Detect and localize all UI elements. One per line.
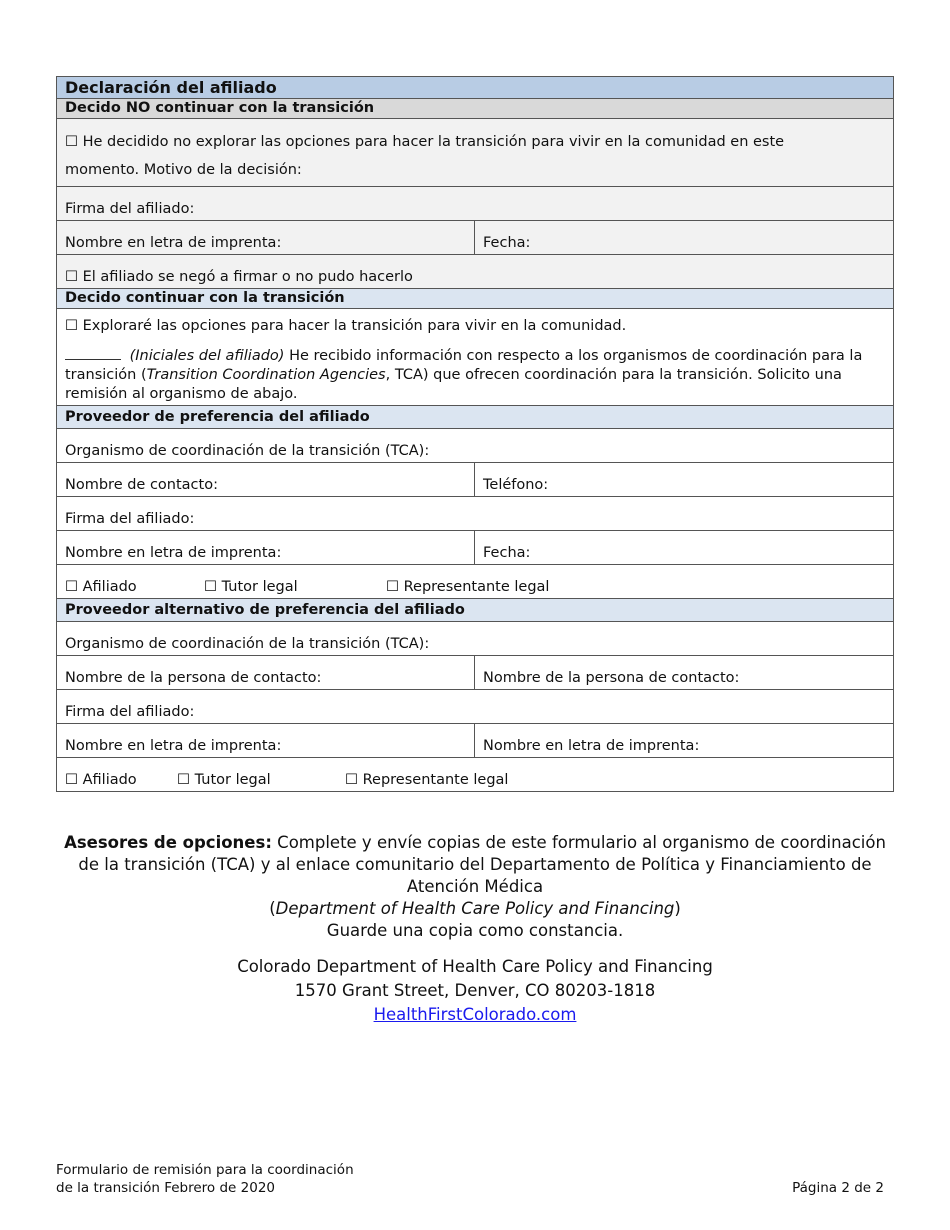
member-signature-field-3[interactable] [57,689,893,723]
contact-phone-row [57,462,893,496]
role-guardian-option[interactable] [177,758,345,802]
print-name-date-row-1 [57,220,893,254]
page-number: Página 2 de 2 [792,1180,884,1196]
role-guardian-label: Tutor legal [194,772,271,788]
explore-options-checkbox[interactable]: ☐ [65,318,78,334]
signer-role-row-2 [57,757,893,791]
print-name-field-1[interactable] [57,221,475,254]
phone-label: Teléfono: [483,477,549,493]
role-guardian-label: Tutor legal [221,579,298,595]
decline-explore-label-line2: momento. Motivo de la decisión: [65,162,302,178]
initials-label: (Iniciales del afiliado) [129,348,285,364]
role-member-checkbox[interactable]: ☐ [65,772,78,788]
contact-name-label: Nombre de contacto: [65,477,218,493]
footer-line2: de la transición Febrero de 2020 [56,1180,276,1196]
member-declaration-form [56,76,894,792]
tca-field-1[interactable] [57,428,893,462]
alt-print-name-field-right[interactable] [475,724,893,757]
info-text-italic: Transition Coordination Agencies [146,367,386,383]
role-rep-checkbox[interactable]: ☐ [386,579,399,595]
role-rep-option[interactable] [345,758,508,802]
advisor-lead: Asesores de opciones: [64,833,272,852]
paren-open: ( [269,899,276,918]
alt-contact-name-label: Nombre de la persona de contacto: [483,670,740,686]
date-label: Fecha: [483,235,531,251]
explore-options-label: Exploraré las opciones para hacer la transición para vivir en la comunidad. [82,318,627,334]
refused-sign-label: El afiliado se negó a firmar o no pudo hacerlo [82,269,413,285]
role-member-option[interactable] [65,758,177,802]
role-member-label: Afiliado [82,772,137,788]
tca-label: Organismo de coordinación de la transición (TCA): [65,636,430,652]
role-rep-label: Representante legal [403,579,550,595]
role-rep-checkbox[interactable]: ☐ [345,772,358,788]
alt-print-name-field-left[interactable] [57,724,475,757]
print-name-date-row-2 [57,530,893,564]
keep-copy-note: Guarde una copia como constancia. [326,921,624,940]
alt-contact-name-field-right[interactable] [475,656,893,689]
member-signature-field-1[interactable] [57,186,893,220]
department-address [60,955,890,1027]
footer-line1: Formulario de remisión para la coordinación [56,1162,354,1178]
role-guardian-checkbox[interactable]: ☐ [177,772,190,788]
print-name-field-2[interactable] [57,531,475,564]
department-name: Colorado Department of Health Care Policy and Financing [237,957,713,976]
refused-sign-checkbox[interactable]: ☐ [65,269,78,285]
print-name-label: Nombre en letra de imprenta: [483,738,700,754]
signer-role-row-1 [57,564,893,598]
decline-explore-row [57,118,893,186]
date-label: Fecha: [483,545,531,561]
alt-contact-name-label: Nombre de la persona de contacto: [65,670,322,686]
info-text-part2: , TCA) que ofrecen coordinación para la transición. Solicito una remisión al organismo de abajo. [65,367,842,402]
department-english-name: Department of Health Care Policy and Financing [275,899,675,918]
section-header-continue-transition: Decido continuar con la transición [57,288,893,308]
member-signature-label: Firma del afiliado: [65,201,195,217]
advisor-instructions [60,832,890,942]
street-address: 1570 Grant Street, Denver, CO 80203-1818 [294,981,656,1000]
section-header-no-transition: Decido NO continuar con la transición [57,98,893,118]
advisor-text: Complete y envíe copias de este formulario al organismo de coordinación de la transición (TCA) y al enlace comunitario del Departamento de Política y Financiamiento de Atención Médica [78,833,886,896]
tca-label: Organismo de coordinación de la transición (TCA): [65,443,430,459]
member-signature-label: Firma del afiliado: [65,511,195,527]
role-member-label: Afiliado [82,579,137,595]
paren-close: ) [674,899,681,918]
decline-explore-label-line1: He decidido no explorar las opciones para hacer la transición para vivir en la comunidad en este [82,134,785,150]
role-member-checkbox[interactable]: ☐ [65,579,78,595]
continue-transition-block [57,308,893,405]
print-name-label: Nombre en letra de imprenta: [65,545,282,561]
member-signature-label: Firma del afiliado: [65,704,195,720]
footer-form-title [56,1161,354,1197]
tca-field-2[interactable] [57,621,893,655]
role-guardian-checkbox[interactable]: ☐ [204,579,217,595]
form-title: Declaración del afiliado [57,77,893,98]
print-name-label: Nombre en letra de imprenta: [65,235,282,251]
phone-field[interactable] [475,463,893,496]
alt-contact-name-field-left[interactable] [57,656,475,689]
alt-contact-row [57,655,893,689]
member-signature-field-2[interactable] [57,496,893,530]
section-header-alternate-provider: Proveedor alternativo de preferencia del afiliado [57,598,893,621]
role-rep-label: Representante legal [362,772,509,788]
date-field-2[interactable] [475,531,893,564]
website-link[interactable]: HealthFirstColorado.com [373,1005,577,1024]
decline-explore-checkbox[interactable]: ☐ [65,134,78,150]
section-header-preferred-provider: Proveedor de preferencia del afiliado [57,405,893,428]
print-name-label: Nombre en letra de imprenta: [65,738,282,754]
date-field-1[interactable] [475,221,893,254]
alt-print-name-row [57,723,893,757]
info-text-part1: He recibido información con respecto a los organismos de coordinación para la transición ( [65,348,863,383]
refused-sign-row [57,254,893,288]
contact-name-field[interactable] [57,463,475,496]
member-initials-blank[interactable] [65,345,121,360]
